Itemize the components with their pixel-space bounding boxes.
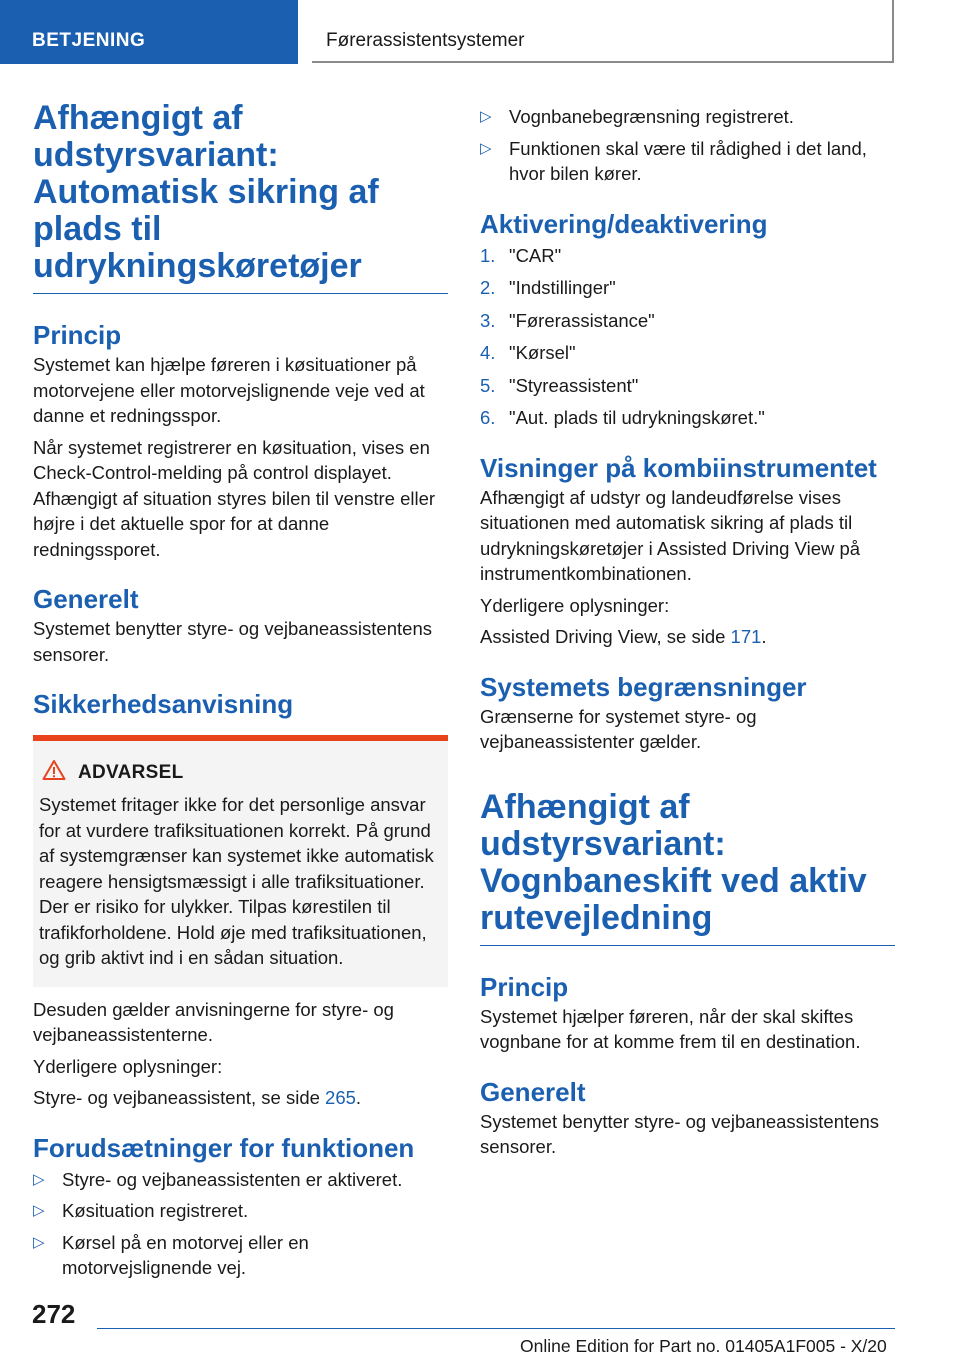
triangle-bullet-icon: ▷ (480, 108, 492, 125)
warning-label: ADVARSEL (78, 761, 184, 783)
begraensninger-heading: Systemets begrænsninger (480, 671, 807, 702)
triangle-bullet-icon: ▷ (480, 139, 492, 157)
footer-divider (97, 1328, 895, 1329)
left-column (33, 100, 448, 1281)
princip-heading: Princip (33, 320, 122, 350)
further-info-label: Yderligere oplysninger: (33, 1055, 223, 1077)
section-title: Afhængigt af udstyrsvariant: Automatisk sikring af plads til udrykningskøretøjer (33, 100, 448, 294)
section-title-2: Afhængigt af udstyrsvariant: Vognbaneskift ved aktiv rutevejledning (480, 789, 895, 946)
princip-heading-2: Princip (480, 971, 569, 1002)
step-item: 4. "Kørsel" (480, 342, 576, 363)
reference-end: . (761, 626, 767, 647)
steps-list (480, 243, 895, 431)
further-info-label: Yderligere oplysninger: (480, 594, 670, 616)
chapter-label: Førerassistentsystemer (326, 30, 525, 51)
page-reference-link[interactable]: 265 (325, 1087, 356, 1108)
conditions-list (33, 1167, 448, 1281)
step-item: 5. "Styreassistent" (480, 374, 639, 396)
page-reference-link[interactable]: 171 (730, 626, 762, 647)
list-item: ▷ Funktionen skal være til rådighed i det land, hvor bilen kører. (480, 137, 867, 184)
begraensninger-paragraph: Grænserne for systemet styre- og vejbaneassistenter gælder. (480, 705, 757, 752)
right-column (480, 104, 895, 1160)
generelt-paragraph: Systemet benytter styre- og vejbaneassistentens sensorer. (33, 618, 432, 665)
generelt-heading-2: Generelt (480, 1076, 586, 1107)
conditions-list-continued (480, 104, 895, 187)
triangle-bullet-icon: ▷ (33, 1202, 45, 1219)
footer-edition: Online Edition for Part no. 01405A1F005 - X/20 (520, 1336, 887, 1356)
warning-triangle-icon (42, 759, 66, 786)
list-item: ▷ Vognbanebegrænsning registreret. (480, 104, 895, 130)
reference-text: Styre- og vejbaneassistent, se side (33, 1087, 326, 1108)
visninger-heading: Visninger på kombiinstrumentet (480, 452, 877, 483)
list-item: ▷ Køsituation registreret. (33, 1198, 448, 1224)
aktivering-heading: Aktivering/deaktivering (480, 208, 768, 239)
princip-paragraph-2: Når systemet registrerer en køsituation, vises en Check-Control-melding på control displayet. Afhængigt af situation styres bilen til venstre eller højre i det aktuelle spor for at danne redningssporet. (33, 436, 436, 560)
triangle-bullet-icon: ▷ (33, 1233, 45, 1251)
reference-text: Assisted Driving View, se side (480, 626, 731, 647)
section-tab (0, 0, 298, 64)
generelt-heading: Generelt (33, 584, 139, 614)
triangle-bullet-icon: ▷ (33, 1170, 45, 1188)
reference-line (33, 1085, 448, 1111)
chapter-header (312, 0, 894, 63)
forudsaetninger-heading: Forudsætninger for funktionen (33, 1132, 415, 1163)
warning-text: Systemet fritager ikke for det personlige ansvar for at vurdere trafiksituationen korrekt. På grund af systemgrænser kan systemet ikke automatisk reagere hensigtsmæssigt i alle trafiksituationer. Der er risiko for ulykker. Tilpas kørestilen til trafikforholdene. Hold øje med trafiksituationen, og grib aktivt ind i en sådan situation. (39, 794, 434, 968)
page-number: 272 (32, 1299, 76, 1329)
step-item: 1. "CAR" (480, 244, 562, 266)
sikkerhed-heading: Sikkerhedsanvisning (33, 689, 294, 719)
generelt-paragraph-2: Systemet benytter styre- og vejbaneassistentens sensorer. (480, 1110, 879, 1157)
princip-paragraph-3: Systemet hjælper føreren, når der skal skiftes vognbane for at komme frem til en destination. (480, 1005, 861, 1052)
warning-box (33, 735, 448, 987)
reference-end: . (355, 1087, 362, 1108)
after-warning-paragraph: Desuden gælder anvisningerne for styre- og vejbaneassistenterne. (33, 998, 394, 1045)
visninger-paragraph: Afhængigt af udstyr og landeudførelse vises situationen med automatisk sikring af plads til udrykningskøretøjer i Assisted Driving View på instrumentkombinationen. (480, 486, 861, 584)
step-item: 6. "Aut. plads til udrykningskøret." (480, 407, 765, 428)
list-item: ▷ Styre- og vejbaneassistenten er aktiveret. (33, 1167, 448, 1193)
list-item: ▷ Kørsel på en motorvej eller en motorvejslignende vej. (33, 1231, 309, 1278)
princip-paragraph-1: Systemet kan hjælpe føreren i køsituationer på motorvejene eller motorvejslignende veje ved at danne et redningsspor. (33, 354, 425, 426)
reference-line (480, 624, 895, 650)
step-item: 2. "Indstillinger" (480, 277, 616, 298)
section-label: BETJENING (32, 30, 146, 51)
step-item: 3. "Førerassistance" (480, 309, 655, 331)
